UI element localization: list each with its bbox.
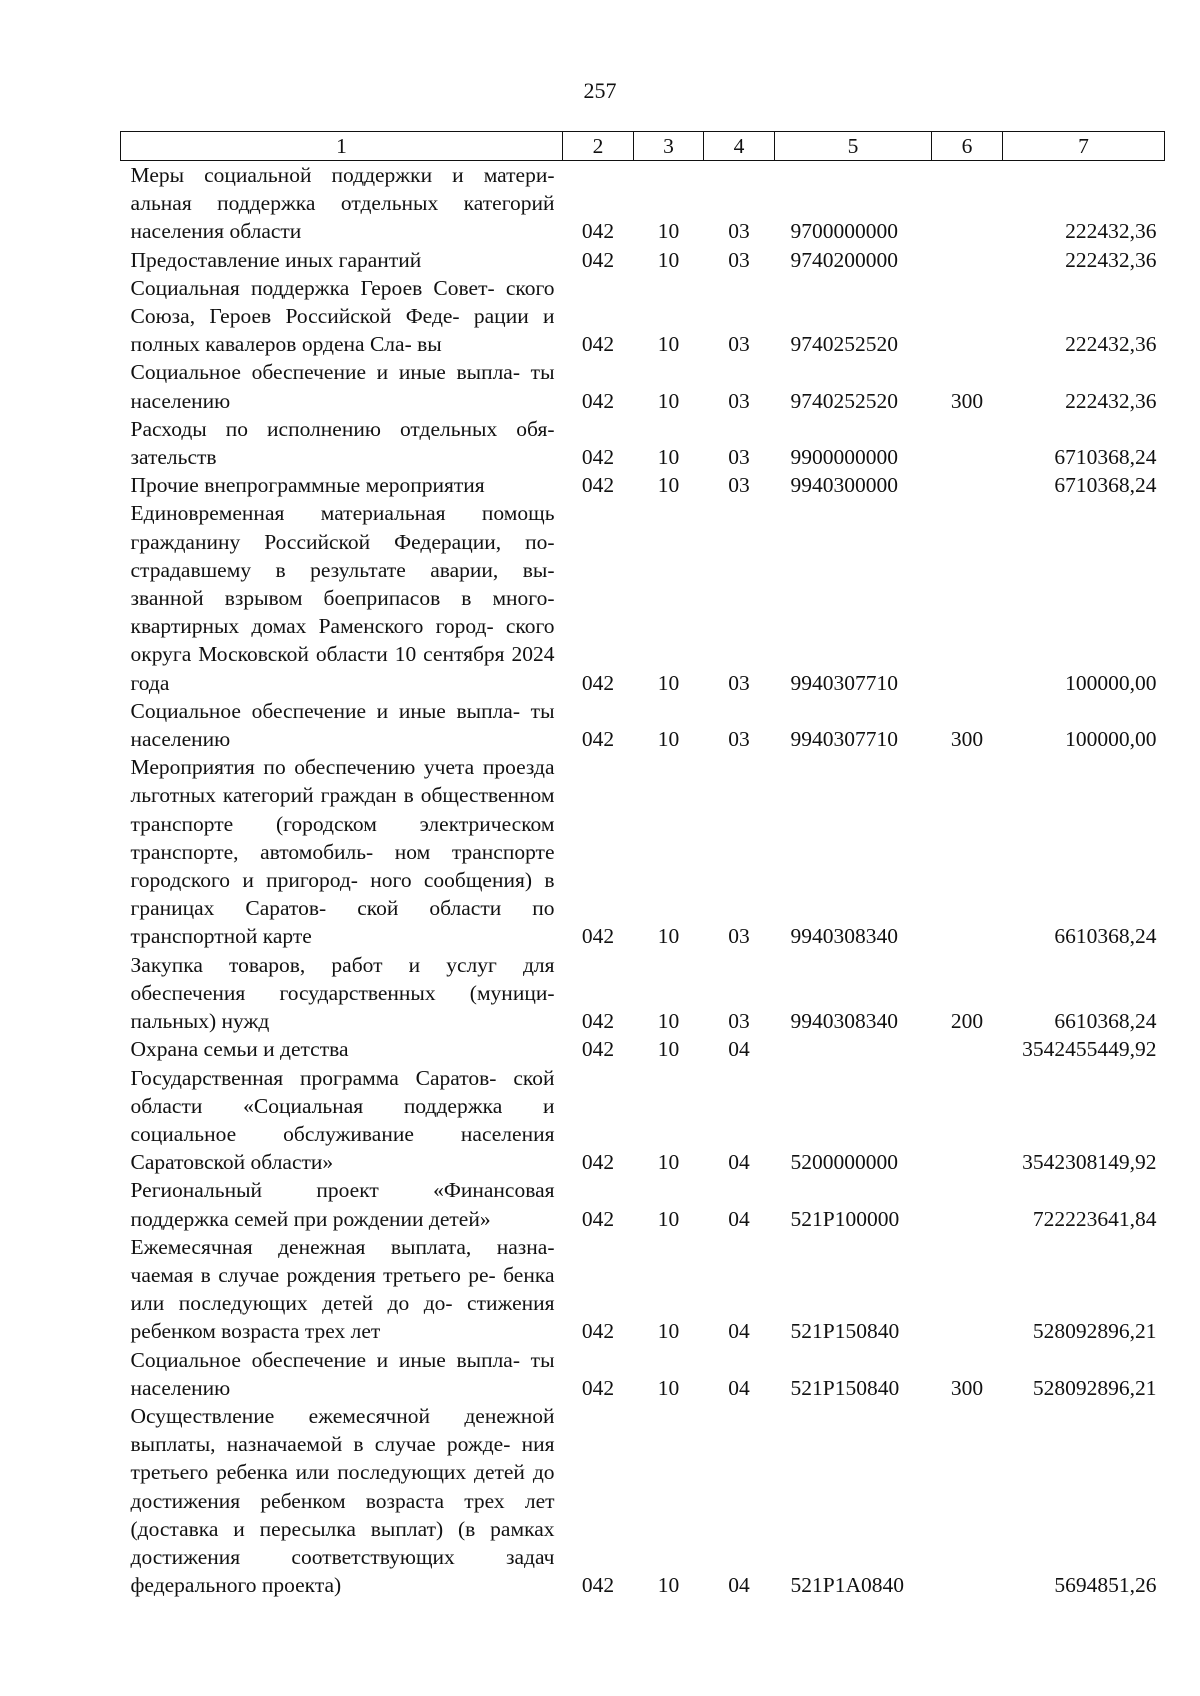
row-code-4: 03: [728, 670, 750, 695]
row-code-5: 521P150840: [790, 1319, 900, 1344]
row-name-line: ской области по транспортной карте: [130, 896, 555, 949]
row-name-cell: [121, 161, 563, 246]
row-name-cell: [121, 1176, 563, 1232]
row-code-3: 10: [657, 247, 680, 272]
row-code-4: 04: [728, 1375, 750, 1400]
row-code-2: 042: [581, 1009, 615, 1034]
row-name-line: чаемая в случае рождения третьего ре-: [130, 1262, 496, 1287]
row-code-5: 9940308340: [790, 924, 898, 949]
row-code-6: 300: [950, 388, 984, 413]
row-name-line: Ежемесячная денежная выплата, назна-: [130, 1234, 555, 1259]
row-code-4: 03: [728, 332, 750, 357]
row-name-line: бенка или последующих детей до до-: [130, 1262, 555, 1316]
row-code-2: 042: [581, 1319, 615, 1344]
row-code-3: 10: [657, 1375, 680, 1400]
row-code-6: [932, 274, 1003, 359]
row-code-4: 04: [728, 1206, 750, 1231]
table-row: [121, 1176, 1165, 1232]
table-row: [121, 697, 1165, 753]
row-code-4: 03: [728, 473, 750, 498]
row-amount: 6710368,24: [1054, 445, 1157, 470]
row-code-2: 042: [581, 1375, 615, 1400]
row-name-line: трех лет (доставка и пересылка выплат): [130, 1488, 555, 1541]
row-name-cell: [121, 1346, 563, 1402]
row-code-4: 04: [728, 1150, 750, 1175]
row-name-line: Мероприятия по обеспечению учета: [130, 755, 475, 780]
row-name-cell: [121, 1064, 563, 1177]
header-col-2: 2: [563, 132, 634, 161]
row-code-3: 10: [657, 1206, 680, 1231]
row-code-3: 10: [657, 727, 680, 752]
row-code-2: 042: [581, 924, 615, 949]
header-row: [121, 132, 1165, 161]
row-code-5: 9740252520: [790, 388, 898, 413]
row-code-6: [932, 1064, 1003, 1177]
header-col-7: 7: [1003, 132, 1165, 161]
row-name-line: обеспечения государственных (муници-: [130, 980, 555, 1005]
row-name-line: Региональный проект «Финансовая: [130, 1178, 555, 1203]
row-code-5: 521P100000: [790, 1206, 900, 1231]
row-name-line: Саратовской области»: [130, 1150, 334, 1175]
row-name-line: стижения ребенком возраста трех лет: [130, 1291, 555, 1344]
row-name-line: Закупка товаров, работ и услуг для: [130, 952, 555, 977]
row-amount: 100000,00: [1065, 727, 1157, 752]
row-name-line: ного сообщения) в границах Саратов-: [130, 868, 555, 921]
row-name-line: пальных) нужд: [130, 1009, 270, 1034]
row-name-line: ты населению: [130, 360, 555, 413]
row-name-cell: [121, 499, 563, 696]
row-code-3: 10: [657, 1319, 680, 1344]
page-number: 257: [583, 78, 617, 103]
table-row: [121, 471, 1165, 499]
row-name-cell: [121, 415, 563, 471]
row-code-2: 042: [581, 1037, 615, 1062]
table-row: [121, 415, 1165, 471]
row-code-6: [932, 1402, 1003, 1599]
row-amount: 722223641,84: [1032, 1206, 1157, 1231]
row-name-line: электрическом транспорте, автомобиль-: [130, 811, 555, 864]
table-header: [121, 132, 1165, 161]
table-row: [121, 1233, 1165, 1346]
row-code-6: [932, 1233, 1003, 1346]
table-row: [121, 753, 1165, 950]
table-row: [121, 161, 1165, 246]
table-row: [121, 1064, 1165, 1177]
table-row: [121, 1402, 1165, 1599]
row-code-3: 10: [657, 219, 680, 244]
row-name-line: Социальное обеспечение и иные выпла-: [130, 698, 521, 723]
header-col-3: 3: [634, 132, 704, 161]
row-name-line: вы: [417, 332, 442, 357]
row-code-6: [932, 1035, 1003, 1063]
row-code-5: 9740200000: [790, 247, 898, 272]
row-name-line: зательств: [130, 445, 217, 470]
row-name-cell: [121, 753, 563, 950]
row-name-cell: [121, 358, 563, 414]
row-name-line: поддержка семей при рождении детей»: [130, 1206, 491, 1231]
row-name-line: (в рамках достижения соответствующих: [130, 1516, 555, 1569]
row-amount: 3542455449,92: [1022, 1037, 1157, 1062]
table-row: [121, 1035, 1165, 1063]
row-amount: 6710368,24: [1054, 473, 1157, 498]
row-name-cell: [121, 1035, 563, 1063]
header-col-4: 4: [704, 132, 775, 161]
row-code-3: 10: [657, 670, 680, 695]
row-name-line: Меры социальной поддержки и матери-: [130, 163, 555, 187]
row-name-line: населения области: [130, 219, 302, 244]
header-col-6: 6: [932, 132, 1003, 161]
row-code-5: 521P150840: [790, 1375, 900, 1400]
row-code-5: 521P1A0840: [790, 1573, 904, 1598]
row-name-line: страдавшему в результате аварии, вы-: [130, 557, 555, 582]
row-amount: 222432,36: [1065, 332, 1157, 357]
row-code-4: 04: [728, 1573, 750, 1598]
row-code-2: 042: [581, 1573, 615, 1598]
header-col-1: 1: [121, 132, 563, 161]
row-name-line: Расходы по исполнению отдельных обя-: [130, 416, 555, 441]
row-code-2: 042: [581, 247, 615, 272]
row-code-5: 9940300000: [790, 473, 898, 498]
row-code-5: 9700000000: [790, 219, 898, 244]
row-name-line: ского округа Московской области: [130, 614, 555, 667]
row-name-cell: [121, 1233, 563, 1346]
row-amount: 5694851,26: [1054, 1573, 1157, 1598]
row-code-4: 03: [728, 247, 750, 272]
row-name-line: гражданину Российской Федерации, по-: [130, 529, 555, 554]
table-body: [121, 161, 1165, 1600]
row-name-line: Единовременная материальная помощь: [130, 501, 555, 526]
table-row: [121, 274, 1165, 359]
row-amount: 528092896,21: [1032, 1375, 1157, 1400]
row-code-6: [932, 753, 1003, 950]
row-code-6: [932, 246, 1003, 274]
table-row: [121, 1346, 1165, 1402]
row-code-3: 10: [657, 924, 680, 949]
row-code-3: 10: [657, 388, 680, 413]
row-code-3: 10: [657, 1573, 680, 1598]
row-code-5: 9940307710: [790, 670, 898, 695]
row-name-line: ты населению: [130, 698, 555, 752]
row-code-5: 9940307710: [790, 727, 898, 752]
row-code-2: 042: [581, 727, 615, 752]
row-code-2: 042: [581, 1206, 615, 1231]
row-name-line: ской области «Социальная поддержка и: [130, 1065, 555, 1118]
table-row: [121, 246, 1165, 274]
row-code-4: 03: [728, 727, 750, 752]
row-code-3: 10: [657, 473, 680, 498]
row-code-4: 03: [728, 924, 750, 949]
row-code-2: 042: [581, 445, 615, 470]
row-code-6: 300: [950, 1375, 984, 1400]
row-amount: 6610368,24: [1054, 1009, 1157, 1034]
row-name-line: общественном транспорте (городском: [130, 783, 555, 836]
row-amount: 222432,36: [1065, 219, 1157, 244]
row-code-2: 042: [581, 332, 615, 357]
row-code-5: 9740252520: [790, 332, 898, 357]
row-code-2: 042: [581, 670, 615, 695]
row-code-5: 9900000000: [790, 445, 898, 470]
row-name-line: Осуществление ежемесячной денежной: [130, 1403, 555, 1428]
row-name-cell: [121, 274, 563, 359]
row-name-line: альная поддержка отдельных категорий: [130, 191, 555, 216]
row-name-line: выплаты, назначаемой в случае рожде-: [130, 1432, 511, 1457]
row-name-cell: [121, 471, 563, 499]
row-name-line: социальное обслуживание населения: [130, 1121, 555, 1146]
row-name-line: рации и полных кавалеров ордена Сла-: [130, 304, 555, 357]
row-name-line: Социальное обеспечение и иные выпла-: [130, 1347, 521, 1372]
row-code-3: 10: [657, 1037, 680, 1062]
row-code-5: 5200000000: [790, 1150, 898, 1175]
row-amount: 6610368,24: [1054, 924, 1157, 949]
row-code-5: 9940308340: [790, 1009, 898, 1034]
budget-table: [120, 131, 1165, 1599]
row-code-4: 03: [728, 388, 750, 413]
row-amount: 100000,00: [1065, 670, 1157, 695]
row-code-3: 10: [657, 445, 680, 470]
row-name-line: Социальная поддержка Героев Совет-: [130, 275, 495, 300]
row-code-6: [932, 499, 1003, 696]
table-row: [121, 499, 1165, 696]
row-name-line: ния третьего ребенка или последующих: [130, 1432, 555, 1485]
row-name-line: ты населению: [130, 1347, 555, 1400]
row-code-5: [775, 1035, 932, 1063]
row-amount: 222432,36: [1065, 247, 1157, 272]
row-name-line: квартирных домах Раменского город-: [130, 614, 494, 639]
row-code-6: [932, 161, 1003, 246]
row-code-4: 03: [728, 1009, 750, 1034]
row-code-4: 03: [728, 219, 750, 244]
row-code-3: 10: [657, 1009, 680, 1034]
row-name-line: званной взрывом боеприпасов в много-: [130, 586, 555, 611]
row-name-line: ского Союза, Героев Российской Феде-: [130, 275, 555, 329]
row-amount: 222432,36: [1065, 388, 1157, 413]
row-name-line: 10 сентября 2024 года: [130, 642, 555, 695]
row-code-4: 04: [728, 1319, 750, 1344]
table-row: [121, 358, 1165, 414]
row-code-4: 03: [728, 445, 750, 470]
row-code-2: 042: [581, 1150, 615, 1175]
table-row: [121, 951, 1165, 1036]
row-name-line: ном транспорте городского и пригород-: [130, 839, 555, 893]
row-code-3: 10: [657, 1150, 680, 1175]
row-code-2: 042: [581, 388, 615, 413]
row-code-6: [932, 415, 1003, 471]
row-amount: 528092896,21: [1032, 1319, 1157, 1344]
row-code-2: 042: [581, 473, 615, 498]
row-code-6: 300: [950, 727, 984, 752]
row-code-3: 10: [657, 332, 680, 357]
row-name-line: Социальное обеспечение и иные выпла-: [130, 360, 521, 385]
row-code-6: 200: [950, 1009, 984, 1034]
row-name-line: задач федерального проекта): [130, 1544, 555, 1598]
row-name-cell: [121, 246, 563, 274]
row-code-4: 04: [728, 1037, 750, 1062]
row-code-6: [932, 471, 1003, 499]
row-amount: 3542308149,92: [1022, 1150, 1157, 1175]
row-name-line: Государственная программа Саратов-: [130, 1065, 497, 1090]
row-name-cell: [121, 1402, 563, 1599]
row-name-line: детей до достижения ребенком возраста: [130, 1460, 555, 1513]
row-name-line: проезда льготных категорий граждан в: [130, 755, 555, 808]
row-name-line: Предоставление иных гарантий: [130, 247, 422, 272]
row-name-line: Охрана семьи и детства: [130, 1037, 349, 1062]
row-name-cell: [121, 697, 563, 753]
row-code-6: [932, 1176, 1003, 1232]
row-name-cell: [121, 951, 563, 1036]
row-name-line: Прочие внепрограммные мероприятия: [130, 473, 485, 498]
header-col-5: 5: [775, 132, 932, 161]
row-code-2: 042: [581, 219, 615, 244]
